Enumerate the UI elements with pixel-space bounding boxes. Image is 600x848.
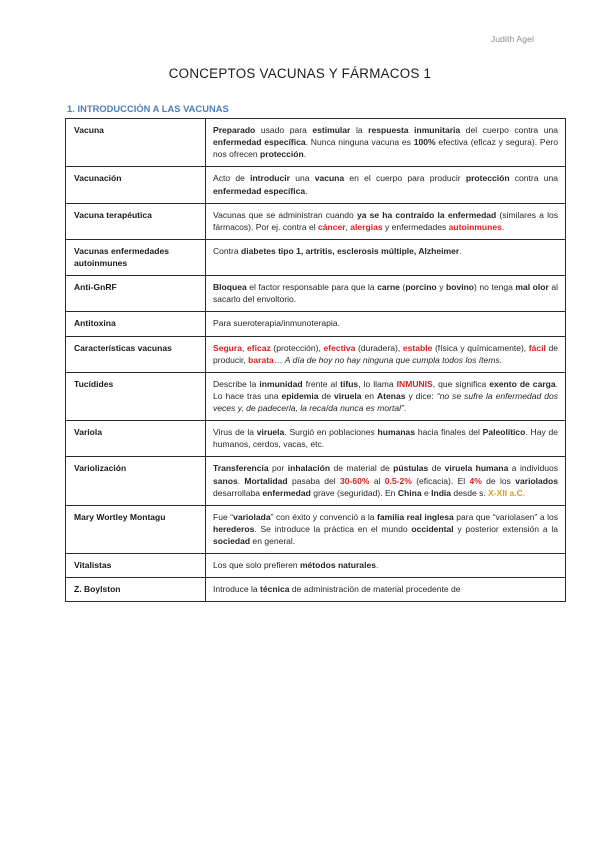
definition-mary-wortley-montagu: Fue “variolada” con éxito y convenció a la familia real inglesa para que “variolasen” a los herederos. Se introduce la práctica en el mundo occidental y posterior extensión a la sociedad en general. [206, 505, 566, 553]
definition-vacunacion: Acto de introducir una vacuna en el cuerpo para producir protección contra una enfermedad específica. [206, 167, 566, 203]
term-vacunas-enfermedades-autoinmunes: Vacunas enfermedades autoinmunes [66, 239, 206, 275]
definition-variolizacion: Transferencia por inhalación de material de pústulas de viruela humana a individuos sanos. Mortalidad pasaba del 30-60% al 0.5-2% (eficacia). El 4% de los variolados desarrollaba enfermedad grave (seguridad). En China e India desde s. X-XII a.C. [206, 457, 566, 505]
definition-z-boylston: Introduce la técnica de administración de material procedente de [206, 578, 566, 602]
page-title: CONCEPTOS VACUNAS Y FÁRMACOS 1 [168, 66, 432, 81]
term-vacunacion: Vacunación [66, 167, 206, 203]
term-vitalistas: Vitalistas [66, 554, 206, 578]
term-tucidides: Tucídides [66, 372, 206, 420]
term-variola: Variola [66, 421, 206, 457]
table-row [66, 203, 566, 239]
definition-anti-gnrf: Bloquea el factor responsable para que la carne (porcino y bovino) no tenga mal olor al sacarlo del envoltorio. [206, 276, 566, 312]
term-vacuna-terapeutica: Vacuna terapéutica [66, 203, 206, 239]
term-anti-gnrf: Anti-GnRF [66, 276, 206, 312]
table-row [66, 578, 566, 602]
definition-caracteristicas-vacunas: Segura, eficaz (protección), efectiva (duradera), estable (física y químicamente), fácil de producir, barata… A día de hoy no hay ninguna que cumpla todos los ítems. [206, 336, 566, 372]
term-antitoxina: Antitoxina [66, 312, 206, 336]
table-row [66, 276, 566, 312]
document-author-header: Judith Agel [490, 34, 534, 44]
term-z-boylston: Z. Boylston [66, 578, 206, 602]
term-variolizacion: Variolización [66, 457, 206, 505]
table-row [66, 505, 566, 553]
table-row [66, 239, 566, 275]
term-mary-wortley-montagu: Mary Wortley Montagu [66, 505, 206, 553]
table-row [66, 119, 566, 167]
definition-vacuna-terapeutica: Vacunas que se administran cuando ya se ha contraído la enfermedad (similares a los fármacos). Por ej. contra el cáncer, alergias y enfermedades autoinmunes. [206, 203, 566, 239]
section-heading: 1. INTRODUCCIÓN A LAS VACUNAS [67, 104, 229, 114]
table-row [66, 554, 566, 578]
definition-tucidides: Describe la inmunidad frente al tifus, lo llama INMUNIS, que significa exento de carga. Lo hace tras una epidemia de viruela en Atenas y dice: “no se sufre la enfermedad dos veces y, de padecerla, la recaída nunca es mortal”. [206, 372, 566, 420]
concepts-table [65, 118, 566, 602]
table-row [66, 457, 566, 505]
definition-variola: Virus de la viruela. Surgió en poblaciones humanas hacia finales del Paleolítico. Hay de humanos, cerdos, vacas, etc. [206, 421, 566, 457]
term-caracteristicas-vacunas: Características vacunas [66, 336, 206, 372]
definition-vitalistas: Los que solo prefieren métodos naturales. [206, 554, 566, 578]
table-row [66, 167, 566, 203]
table-row [66, 372, 566, 420]
definition-vacunas-enfermedades-autoinmunes: Contra diabetes tipo 1, artritis, esclerosis múltiple, Alzheimer. [206, 239, 566, 275]
definition-vacuna: Preparado usado para estimular la respuesta inmunitaria del cuerpo contra una enfermedad específica. Nunca ninguna vacuna es 100% efectiva (eficaz y segura). Pero nos ofrecen protección. [206, 119, 566, 167]
term-vacuna: Vacuna [66, 119, 206, 167]
table-row [66, 421, 566, 457]
table-row [66, 312, 566, 336]
definition-antitoxina: Para sueroterapia/inmunoterapia. [206, 312, 566, 336]
table-row [66, 336, 566, 372]
